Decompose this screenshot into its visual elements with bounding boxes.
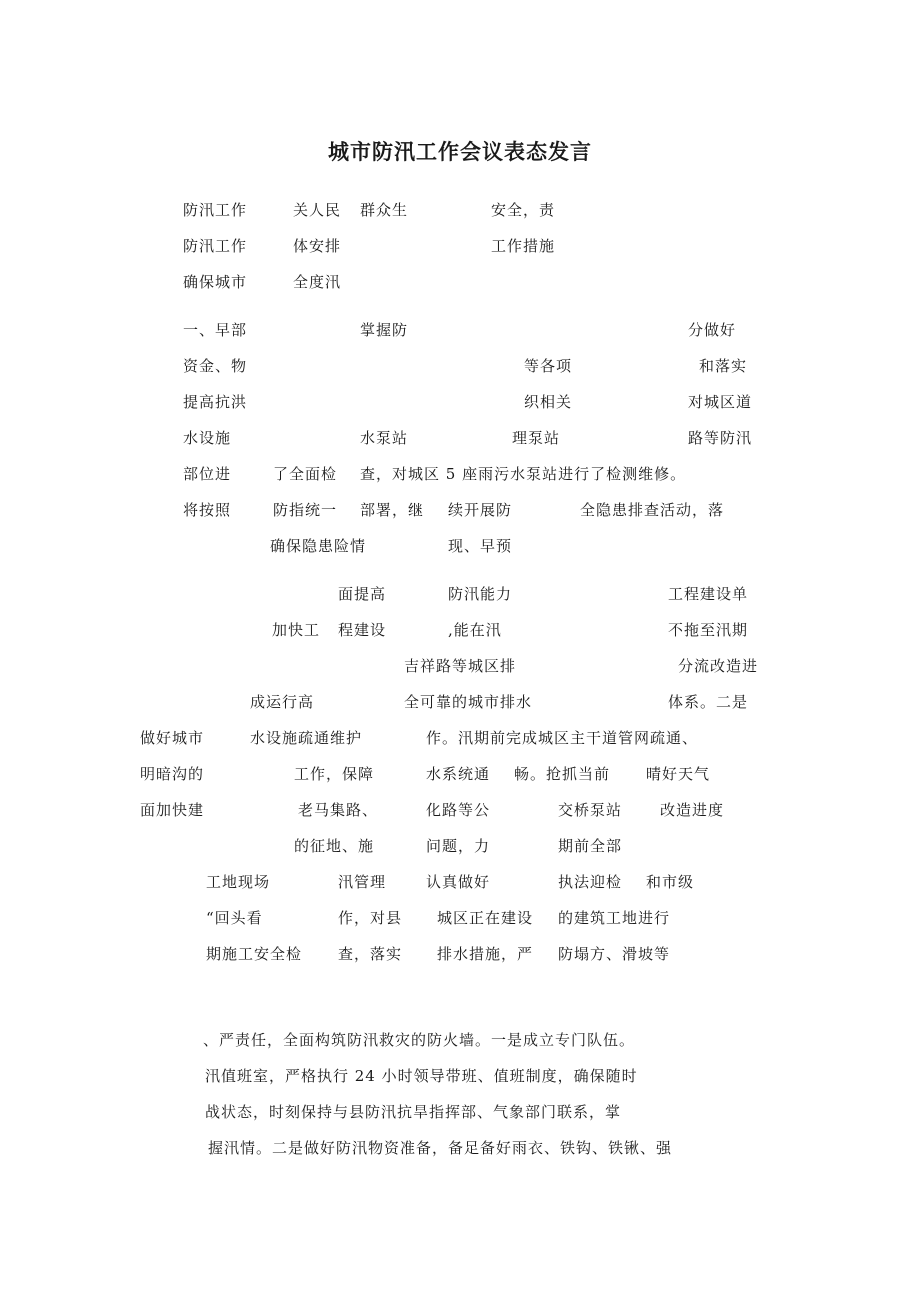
text-fragment: 工地现场 [206,873,271,891]
text-fragment: 明暗沟的 [140,765,205,783]
text-fragment: 畅。抢抓当前 [514,765,611,783]
text-line [0,834,920,858]
text-fragment: 改造进度 [660,801,725,819]
text-fragment: 工程建设单 [668,585,749,603]
text-line [0,726,920,750]
text-line [0,906,920,930]
text-fragment: 水设施 [183,429,232,447]
text-fragment: 晴好天气 [646,765,711,783]
text-fragment: 水系统通 [426,765,491,783]
text-fragment: 全隐患排查活动，落 [580,501,725,519]
text-fragment: 全度汛 [293,273,342,291]
text-fragment: 防汛能力 [448,585,513,603]
text-line [0,654,920,678]
text-fragment: 加快工 [272,621,321,639]
text-fragment: 确保隐患险情 [270,537,367,555]
text-fragment: 掌握防 [360,321,409,339]
text-line [0,870,920,894]
text-fragment: 程建设 [338,621,387,639]
text-fragment: 吉祥路等城区排 [404,657,517,675]
text-fragment: 全可靠的城市排水 [404,693,533,711]
text-fragment: 成运行高 [250,693,315,711]
text-fragment: 提高抗洪 [183,393,248,411]
text-fragment: ,能在汛 [448,621,502,639]
text-fragment: 部位进 [183,465,232,483]
text-fragment: 防指统一 [273,501,338,519]
text-line [0,426,920,450]
text-fragment: 资金、物 [183,357,248,375]
text-fragment: 分做好 [688,321,737,339]
text-fragment: 防汛工作 [183,201,248,219]
text-fragment: 面加快建 [140,801,205,819]
text-fragment: 分流改造进 [678,657,759,675]
text-fragment: 群众生 [360,201,409,219]
text-fragment: 和市级 [646,873,695,891]
text-fragment: 工作措施 [491,237,556,255]
text-line [0,582,920,606]
text-fragment: 握汛情。二是做好防汛物资准备，备足备好雨衣、铁钩、铁锹、强 [208,1139,673,1157]
text-line [0,942,920,966]
text-line [0,318,920,342]
text-fragment: 一、早部 [183,321,248,339]
text-fragment: 水设施疏通维护 [250,729,363,747]
text-fragment: 部署，继 [360,501,425,519]
text-fragment: 老马集路、 [298,801,379,819]
text-fragment: 理泵站 [512,429,561,447]
text-line [0,390,920,414]
text-line [0,1100,920,1124]
text-fragment: 续开展防 [448,501,513,519]
text-fragment: 不拖至汛期 [668,621,749,639]
text-fragment: 期施工安全检 [206,945,303,963]
text-fragment: 将按照 [183,501,232,519]
text-line [0,354,920,378]
text-fragment: “回头看 [206,909,263,927]
text-fragment: 执法迎检 [558,873,623,891]
text-fragment: 作。汛期前完成城区主干道管网疏通、 [426,729,699,747]
text-fragment: 安全，责 [491,201,556,219]
text-fragment: 期前全部 [558,837,623,855]
text-fragment: 查，落实 [338,945,403,963]
text-fragment: 体安排 [293,237,342,255]
text-fragment: 体系。二是 [668,693,749,711]
text-line [0,1136,920,1160]
text-fragment: 防塌方、滑坡等 [558,945,671,963]
text-fragment: 认真做好 [426,873,491,891]
text-fragment: 织相关 [524,393,573,411]
text-fragment: 战状态，时刻保持与县防汛抗旱指挥部、气象部门联系，掌 [205,1103,622,1121]
text-fragment: 了全面检 [273,465,338,483]
text-fragment: 对城区道 [688,393,753,411]
text-line [0,1028,920,1052]
text-fragment: 工作，保障 [294,765,375,783]
text-fragment: 化路等公 [426,801,491,819]
text-line [0,618,920,642]
text-fragment: 交桥泵站 [558,801,623,819]
text-line [0,762,920,786]
text-line [0,198,920,222]
text-fragment: 现、早预 [448,537,513,555]
text-line [0,234,920,258]
text-fragment: 问题，力 [426,837,491,855]
text-fragment: 防汛工作 [183,237,248,255]
text-line [0,798,920,822]
text-fragment: 面提高 [338,585,387,603]
text-fragment: 做好城市 [140,729,205,747]
text-fragment: 城区正在建设 [437,909,534,927]
text-fragment: 查，对城区 5 座雨污水泵站进行了检测维修。 [360,465,687,483]
document-title: 城市防汛工作会议表态发言 [328,140,592,164]
text-line [0,498,920,522]
text-fragment: 水泵站 [360,429,409,447]
text-fragment: 汛值班室，严格执行 24 小时领导带班、值班制度，确保随时 [205,1067,638,1085]
text-fragment: 、严责任，全面构筑防汛救灾的防火墙。一是成立专门队伍。 [203,1031,636,1049]
text-fragment: 排水措施，严 [437,945,534,963]
text-fragment: 汛管理 [338,873,387,891]
text-line [0,1064,920,1088]
text-fragment: 确保城市 [183,273,248,291]
text-fragment: 作，对县 [338,909,403,927]
text-fragment: 的建筑工地进行 [558,909,671,927]
text-line [0,534,920,558]
text-line [0,270,920,294]
text-fragment: 关人民 [293,201,342,219]
text-line [0,690,920,714]
text-fragment: 和落实 [699,357,748,375]
text-line [0,462,920,486]
text-fragment: 等各项 [524,357,573,375]
text-fragment: 的征地、施 [294,837,375,855]
text-fragment: 路等防汛 [688,429,753,447]
